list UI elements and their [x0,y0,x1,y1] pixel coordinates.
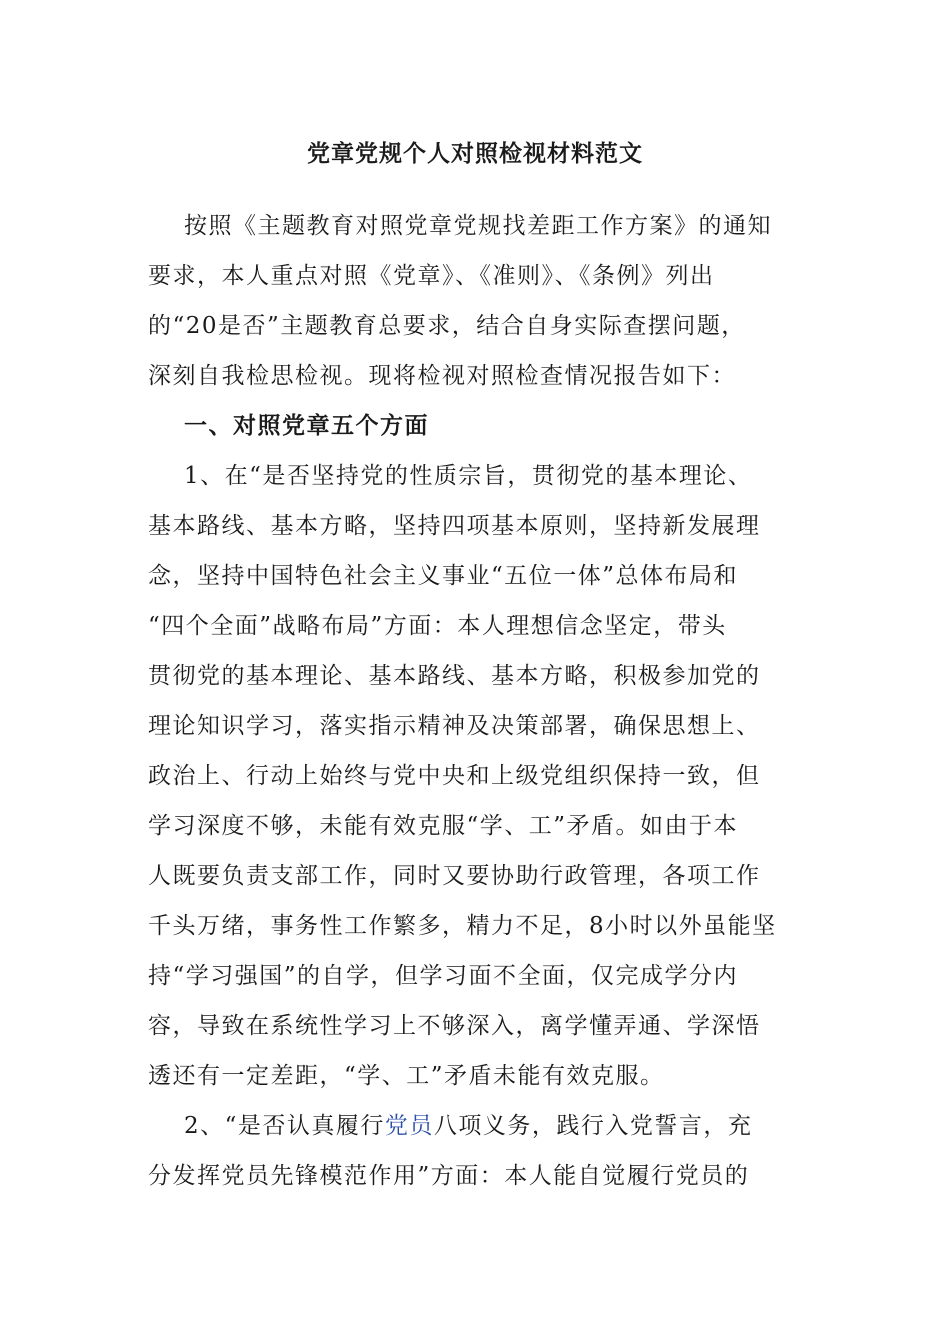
paragraph-line: 1、在“是否坚持党的性质宗旨，贯彻党的基本理论、 [184,463,753,489]
paragraph-line: 贯彻党的基本理论、基本路线、基本方略，积极参加党的 [148,663,761,689]
paragraph-line: 容，导致在系统性学习上不够深入，离学懂弄通、学深悟 [148,1013,761,1039]
paragraph-line: 分发挥党员先锋模范作用”方面：本人能自觉履行党员的 [148,1163,750,1189]
paragraph-line: 按照《主题教育对照党章党规找差距工作方案》的通知 [184,213,772,239]
paragraph-line: “四个全面”战略布局”方面：本人理想信念坚定，带头 [148,613,727,639]
paragraph-line: 持“学习强国”的自学，但学习面不全面，仅完成学分内 [148,963,739,989]
paragraph-line: 千头万绪，事务性工作繁多，精力不足，8小时以外虽能坚 [148,913,777,939]
text-span: 2、“是否认真履行 [184,1113,385,1139]
paragraph-line: 政治上、行动上始终与党中央和上级党组织保持一致，但 [148,763,761,789]
paragraph-line: 要求，本人重点对照《党章》、《准则》、《条例》列出 [148,263,715,289]
text-span: 八项义务，践行入党誓言，充 [433,1113,753,1139]
paragraph-line: 念，坚持中国特色社会主义事业“五位一体”总体布局和 [148,563,739,589]
paragraph-line: 理论知识学习，落实指示精神及决策部署，确保思想上、 [148,713,761,739]
paragraph-line: 的“20是否”主题教育总要求，结合自身实际查摆问题， [148,313,746,339]
paragraph-line: 学习深度不够，未能有效克服“学、工”矛盾。如由于本 [148,813,739,839]
paragraph-line: 深刻自我检思检视。现将检视对照检查情况报告如下： [148,363,736,389]
document-title: 党章党规个人对照检视材料范文 [307,140,643,167]
paragraph-line [184,1106,752,1146]
paragraph-line: 人既要负责支部工作，同时又要协助行政管理，各项工作 [148,863,761,889]
party-member-link[interactable]: 党员 [384,1113,434,1139]
paragraph-line: 透还有一定差距，“学、工”矛盾未能有效克服。 [148,1063,665,1089]
section-heading: 一、对照党章五个方面 [184,412,429,439]
paragraph-line: 基本路线、基本方略，坚持四项基本原则，坚持新发展理 [148,513,761,539]
